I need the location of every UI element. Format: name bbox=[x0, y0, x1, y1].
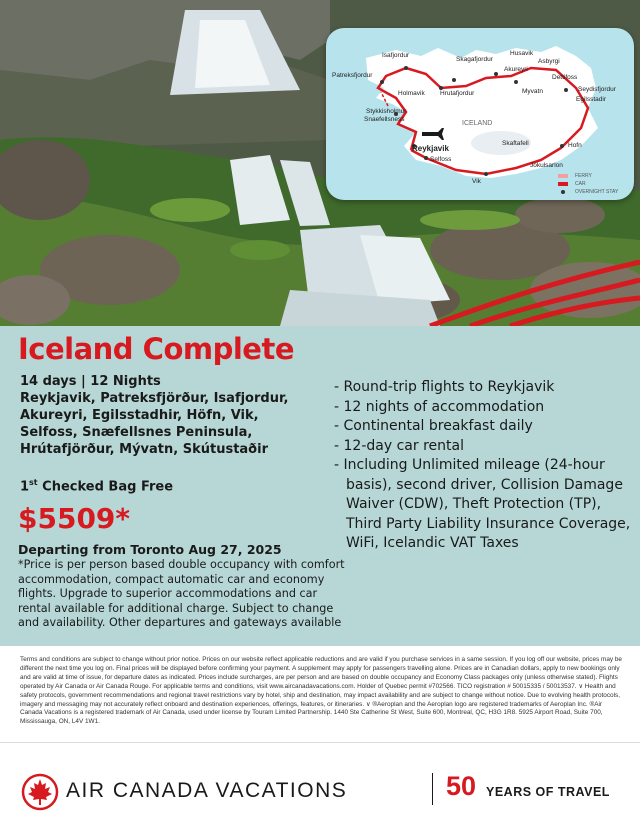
footer-separator bbox=[432, 773, 433, 805]
map-label: Seydisfjordur bbox=[578, 86, 616, 93]
footer-divider bbox=[0, 742, 640, 743]
offer-title: Iceland Complete bbox=[18, 332, 294, 366]
map-label: Vik bbox=[472, 178, 481, 185]
map-label: Husavik bbox=[510, 50, 534, 57]
map-legend bbox=[558, 172, 618, 196]
map-label: Reykjavik bbox=[412, 144, 449, 153]
price: $5509* bbox=[18, 502, 131, 535]
legend-ferry: FERRY bbox=[575, 173, 592, 179]
map-label: Akureyri bbox=[504, 66, 528, 73]
maple-leaf-icon bbox=[20, 772, 60, 812]
terms-and-conditions: Terms and conditions are subject to change without prior notice. Prices on our website reflect applicable reductions and are valid if you purchase services in a same session. If you log off our website, prices may be different the next time you log on. Final prices will be displayed before confirming your payment. A supplement may apply for passengers travelling alone. Prices are in Canadian dollars, apply to new bookings only and are valid at time of issue, for departure dates as indicated. Prices include surcharges, are per person and are based on double occupancy and Economy Class packages only (unless otherwise stated). Flights operated by Air Canada or Air Canada Rouge. For applicable terms and conditions, visit www.aircanadavacations.com. Holder of Quebec permit #702566. TICO registration # 50015335 / 50013537. ∨ Health and safety protocols, government recommendations and regional travel restrictions vary by hotel, ship and destination, may impact availability and are subject to change without notice. Due to evolving health protocols, imagery and messaging may not accurately reflect onboard and destination experiences, offerings, features, or itineraries. ∨ ®Aeroplan and the Aeroplan logo are registered trademarks of Aeroplan Inc. ®Air Canada Vacations is a registered trademark of Air Canada, used under license by Touram Limited Partnership. 1440 Ste Catherine St West, Suite 600, Montreal, QC, H3G 1R8. 5925 Airport Road, Suite 700, Mississauga, ON, L4V 1W1. bbox=[20, 656, 622, 726]
inclusion-item: - Continental breakfast daily bbox=[334, 417, 634, 437]
offer-panel bbox=[0, 326, 640, 646]
map-label: Asbyrgi bbox=[538, 58, 560, 65]
map-label: Isafjordur bbox=[382, 52, 410, 59]
inclusion-item: - 12-day car rental bbox=[334, 437, 634, 457]
map-label: Skagafjordur bbox=[456, 56, 493, 63]
map-label: Jokulsarlon bbox=[530, 162, 563, 169]
map-label: Dettifoss bbox=[552, 74, 578, 81]
inclusions-list bbox=[334, 378, 634, 554]
inclusion-item: - Including Unlimited mileage (24-hour basis), second driver, Collision Damage Waiver (CDW), Theft Protection (TP), Third Party Liability Insurance Coverage, WiFi, Icelandic VAT Taxes bbox=[334, 456, 634, 554]
map-label: Hrutafjordur bbox=[440, 90, 475, 97]
map-label: Snaefellsness bbox=[364, 116, 405, 123]
map-label: Myvatn bbox=[522, 88, 543, 95]
brand-name: AIR CANADA VACATIONS bbox=[66, 779, 348, 802]
baggage-note: 1st Checked Bag Free bbox=[20, 478, 174, 495]
map-label: Egilsstadir bbox=[576, 96, 606, 103]
inclusion-item: - Round-trip flights to Reykjavik bbox=[334, 378, 634, 398]
departure-info: Departing from Toronto Aug 27, 2025 bbox=[18, 542, 282, 557]
map-label: Holmavik bbox=[398, 90, 425, 97]
legend-overnight: OVERNIGHT STAY bbox=[575, 189, 619, 195]
route-map bbox=[326, 28, 634, 200]
inclusion-item: - 12 nights of accommodation bbox=[334, 398, 634, 418]
legend-car: CAR bbox=[575, 181, 586, 187]
anniversary-number: 50 bbox=[446, 771, 477, 801]
map-label: Skaftafell bbox=[502, 140, 529, 147]
map-label: Patreksfjordur bbox=[332, 72, 373, 79]
trip-duration: 14 days | 12 Nights bbox=[20, 374, 161, 389]
map-region-label: ICELAND bbox=[462, 120, 493, 127]
map-label: Selfoss bbox=[430, 156, 452, 163]
price-note: *Price is per person based double occupancy with comfort accommodation, compact automatic car and economy flights. Upgrade to superior accommodations and car rental available for additional charge. Subject to change and availability. Other departures and gateways available bbox=[18, 558, 345, 629]
map-label: Stykkisholmur bbox=[366, 108, 407, 115]
map-label: Hofn bbox=[568, 142, 582, 149]
destination-list: Reykjavik, Patreksfjörður, Isafjordur, Akureyri, Egilsstadhir, Höfn, Vik, Selfoss, Snæfellsnes Peninsula, Hrútafjörður, Mývatn, Skútustaðir bbox=[20, 391, 289, 457]
anniversary-text: YEARS OF TRAVEL bbox=[486, 785, 610, 799]
